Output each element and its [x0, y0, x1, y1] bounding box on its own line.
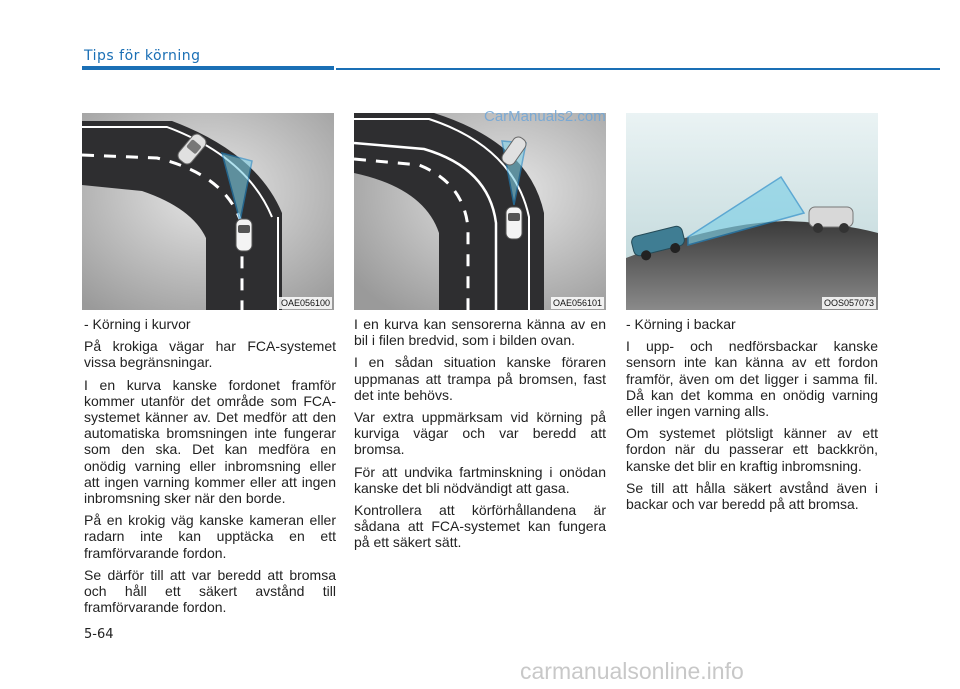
paragraph: I upp- och nedförsbackar kanske sensorn inte kan känna av ett fordon framför, även om det ligger i samma fil. Då kan det komma en onödig varning eller ingen varning alls.	[626, 338, 878, 420]
header-rule-thick	[82, 66, 334, 70]
text-column-3	[626, 316, 878, 518]
figure-code: OOS057073	[823, 298, 874, 308]
paragraph: På krokiga vägar har FCA-systemet vissa begränsningar.	[84, 338, 336, 371]
paragraph: I en kurva kan sensorerna känna av en bil i filen bredvid, som i bilden ovan.	[354, 316, 606, 349]
paragraph: För att undvika fartminskning i onödan kanske det bli nödvändigt att gasa.	[354, 463, 606, 496]
paragraph: I en sådan situation kanske föraren uppmanas att trampa på bromsen, fast det inte behövs.	[354, 354, 606, 403]
paragraph: Var extra uppmärksam vid körning på kurviga vägar och var beredd att bromsa.	[354, 409, 606, 458]
page-number: 5-64	[84, 627, 114, 642]
paragraph: - Körning i backar	[626, 316, 736, 332]
paragraph: Se till att hålla säkert avstånd även i backar och var beredd på att bromsa.	[626, 479, 878, 513]
figure-code: OAE056100	[280, 298, 330, 308]
watermark-bottom: carmanualsonline.info	[520, 658, 744, 684]
paragraph: I en kurva kanske fordonet framför kommer utanför det område som FCA-systemet känner av. Det medför att den automatiska bromsningen inte fungerar som den ska. Det kan medföra en onödig varning eller inbromsning eller att ingen varning kommer eller att ingen inbromsning sker när den borde.	[84, 376, 336, 507]
section-title: Tips för körning	[84, 48, 201, 64]
figure-curve-adjacent	[354, 113, 606, 310]
watermark-top: CarManuals2.com	[484, 108, 606, 125]
header-rule-thin	[336, 68, 940, 70]
text-column-1	[84, 316, 336, 621]
paragraph: Om systemet plötsligt känner av ett fordon när du passerar ett backkrön, kanske det blir en kraftig inbromsning.	[626, 425, 878, 474]
paragraph: Se därför till att var beredd att bromsa och håll ett säkert avstånd till framförvarande fordon.	[84, 566, 336, 616]
paragraph: - Körning i kurvor	[84, 316, 191, 332]
text-column-2	[354, 316, 606, 557]
figure-hill	[626, 113, 878, 310]
figure-curve-lane	[82, 113, 334, 310]
figure-code: OAE056101	[552, 298, 602, 308]
paragraph: På en krokig väg kanske kameran eller radarn inte kan upptäcka en ett framförvarande fordon.	[84, 512, 336, 561]
paragraph: Kontrollera att körförhållandena är sådana att FCA-systemet kan fungera på ett säkert sätt.	[354, 502, 606, 551]
